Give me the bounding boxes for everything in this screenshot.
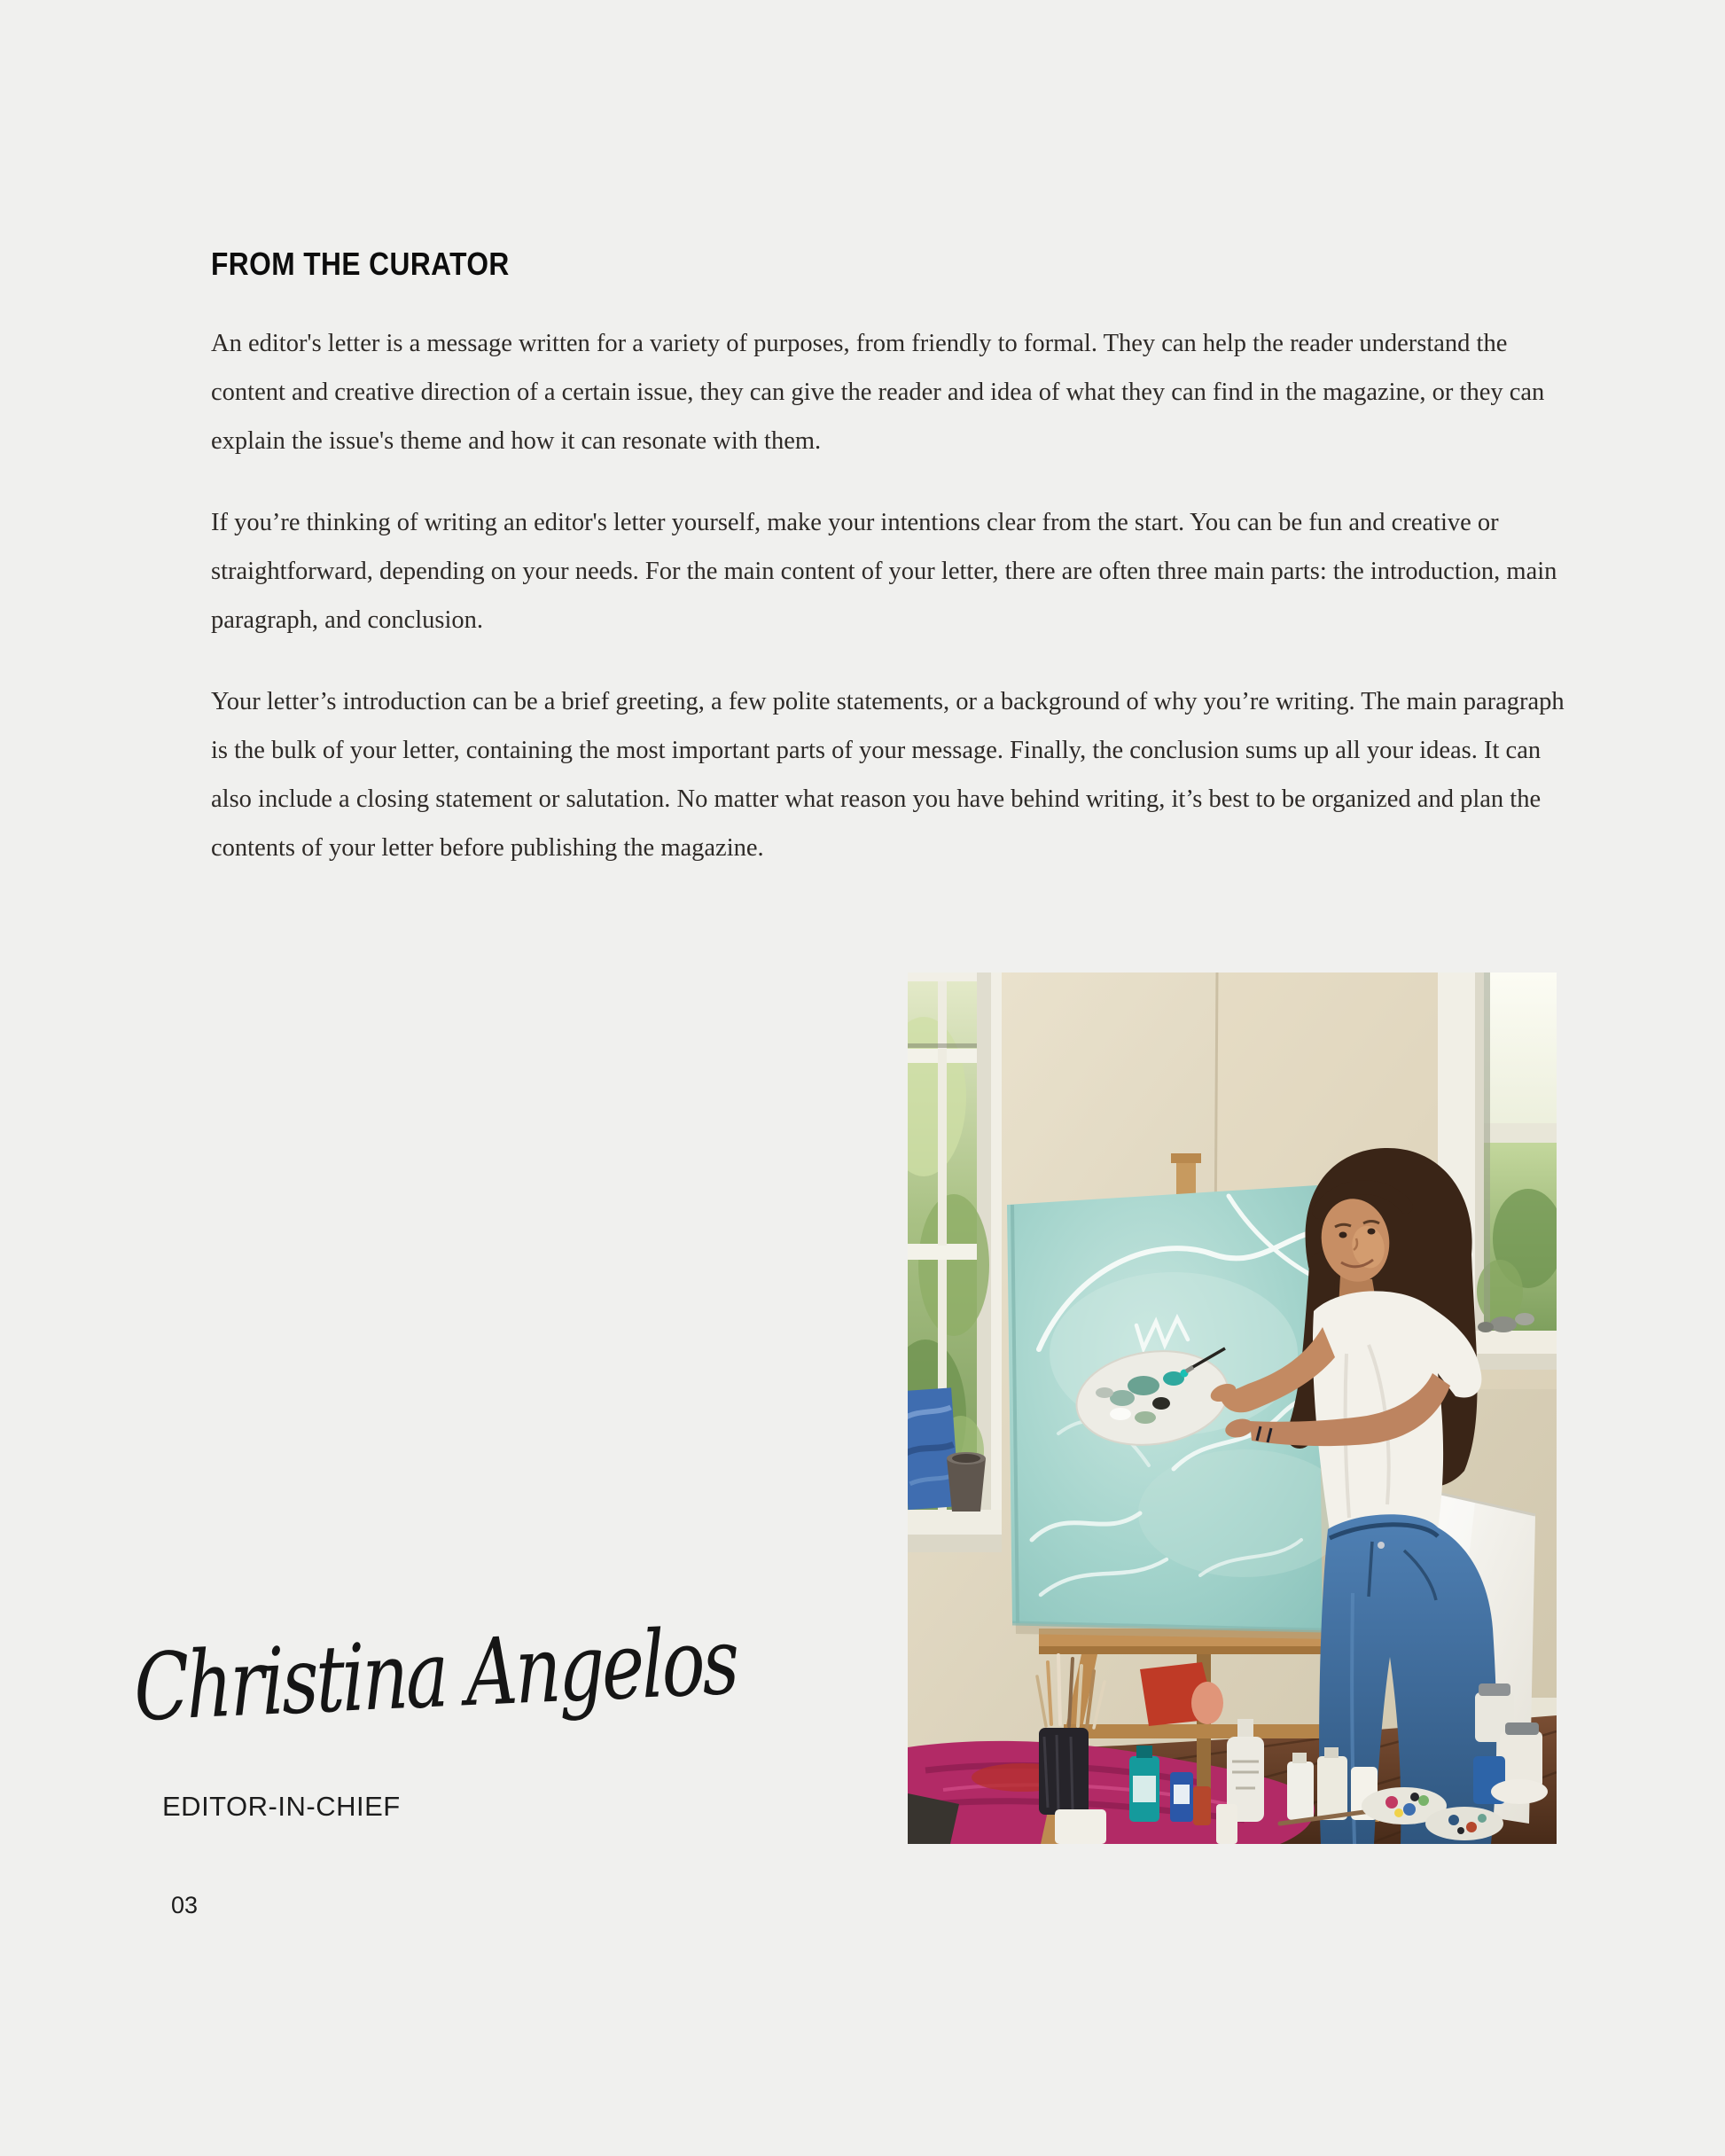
studio-photo — [908, 973, 1557, 1844]
white-tub — [1055, 1809, 1106, 1844]
floor-palette — [1425, 1807, 1503, 1840]
sill-stone — [1478, 1322, 1494, 1332]
salt-rock — [1191, 1682, 1223, 1724]
page-title: FROM THE CURATOR — [211, 246, 510, 283]
studio-photo-illustration — [908, 973, 1557, 1844]
page-number: 03 — [171, 1892, 199, 1918]
curator-signature: Christina Angelos — [132, 1606, 738, 1742]
white-bottle — [1317, 1756, 1347, 1820]
windowsill-cup — [947, 1452, 986, 1512]
paragraph-2: If you’re thinking of writing an editor's letter yourself, make your intentions clear from the start. You can be fun and creative or straightforward, depending on your needs. For the main content of your letter, there are often three main parts: the introduction, main paragraph, and conclusion. — [211, 509, 1557, 634]
paragraph-3: Your letter’s introduction can be a brief greeting, a few polite statements, or a background of why you’re writing. The main paragraph is the bulk of your letter, containing the most important parts of your message. Finally, the conclusion sums up all your ideas. It can also include a closing statement or salutation. No matter what reason you have behind writing, it’s best to be organized and plan the contents of your letter before publishing the magazine. — [211, 688, 1565, 862]
small-bottle — [1216, 1804, 1237, 1844]
paragraph-1: An editor's letter is a message written for a variety of purposes, from friendly to formal. They can help the reader understand the content and creative direction of a certain issue, they can give the reader and idea of what they can find in the magazine, or they can explain the issue's theme and how it can resonate with them. — [211, 330, 1545, 455]
editor-letter-text — [211, 319, 1576, 905]
white-bottle — [1287, 1762, 1314, 1820]
sill-stone — [1515, 1313, 1534, 1325]
red-paint-tube — [1193, 1786, 1211, 1825]
paint-rag — [1491, 1779, 1548, 1804]
sill-stone — [1490, 1316, 1517, 1332]
signature-role-label: EDITOR-IN-CHIEF — [162, 1791, 401, 1822]
